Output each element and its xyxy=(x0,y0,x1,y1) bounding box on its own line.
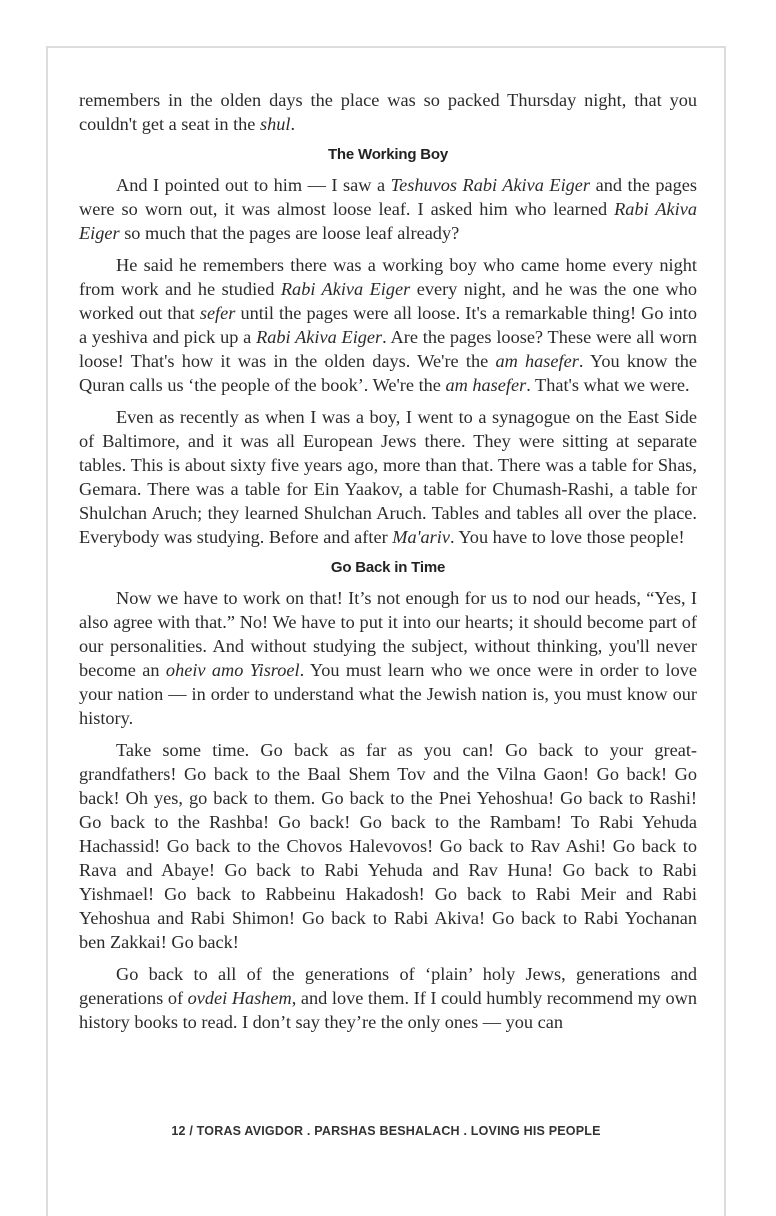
body-paragraph xyxy=(79,586,697,730)
text-run: And I pointed out to him — I saw a xyxy=(116,175,391,195)
italic-term: Rabi Akiva Eiger xyxy=(256,327,383,347)
italic-term: Ma'ariv xyxy=(392,527,450,547)
text-run: Even as recently as when I was a boy, I went to a synagogue on the East Side of Baltimore, and it was all European Jews there. They were sitting at separate tables. This is about sixty five years ago, more than that. There was a table for Shas, Gemara. There was a table for Ein Yaakov, a table for Chumash-Rashi, a table for Shulchan Aruch; they learned Shulchan Aruch. Tables and tables all over the place. Everybody was studying. Before and after xyxy=(79,407,697,547)
body-paragraph xyxy=(79,88,697,136)
italic-term: Teshuvos Rabi Akiva Eiger xyxy=(390,175,591,195)
italic-term: sefer xyxy=(199,303,236,323)
italic-term: ovdei Hashem xyxy=(187,988,292,1008)
body-paragraph xyxy=(79,962,697,1034)
text-run: Now we have to work on that! It’s not enough for us to nod our heads, “Yes, I also agree with that.” No! We have to put it into our hearts; it should become part of our personalities. And without studying the subject, without thinking, you'll never become an xyxy=(79,588,697,680)
italic-term: am hasefer xyxy=(445,375,527,395)
text-run: remembers in the olden days the place was so packed Thursday night, that you couldn't get a seat in the xyxy=(79,90,697,134)
text-run: He said he remembers there was a working boy who came home every night from work and he studied xyxy=(79,255,697,299)
section-heading: Go Back in Time xyxy=(330,559,446,576)
italic-term: Rabi Akiva Eiger xyxy=(280,279,411,299)
italic-term: oheiv amo Yisroel xyxy=(165,660,300,680)
text-run: . That's what we were. xyxy=(526,375,690,395)
text-run: , and love them. If I could humbly recommend my own history books to read. I don’t say they’re the only ones — you can xyxy=(79,988,697,1032)
body-paragraph xyxy=(79,738,697,954)
text-run: Go back to all of the generations of ‘plain’ holy Jews, generations and generations of xyxy=(79,964,697,1008)
section-heading: The Working Boy xyxy=(327,146,449,163)
text-run: . You have to love those people! xyxy=(449,527,685,547)
italic-term: shul xyxy=(259,114,291,134)
italic-term: Rabi Akiva Eiger xyxy=(79,199,697,243)
page-footer: 12 / TORAS AVIGDOR . PARSHAS BESHALACH . LOVING HIS PEOPLE xyxy=(171,1124,601,1138)
text-run: every night, and he was the one who worked out that xyxy=(79,279,697,323)
text-run: so much that the pages are loose leaf already? xyxy=(119,223,460,243)
text-run: Take some time. Go back as far as you can! Go back to your great-grandfathers! Go back to the Baal Shem Tov and the Vilna Gaon! Go back! Go back! Oh yes, go back to them. Go back to the Pnei Yehoshua! Go back to Rashi! Go back to the Rashba! Go back! Go back to the Rambam! To Rabi Yehuda Hachassid! Go back to the Chovos Halevovos! Go back to Rav Ashi! Go back to Rava and Abaye! Go back to Rabi Yehuda and Rav Huna! Go back to Rabi Yishmael! Go back to Rabbeinu Hakadosh! Go back to Rabi Meir and Rabi Yehoshua and Rabi Shimon! Go back to Rabi Akiva! Go back to Rabi Yochanan ben Zakkai! Go back! xyxy=(79,740,697,952)
text-run: . xyxy=(290,114,296,134)
text-run: until the pages were all loose. It's a remarkable thing! Go into a yeshiva and pick up a xyxy=(79,303,698,347)
text-run: and the pages were so worn out, it was almost loose leaf. I asked him who learned xyxy=(79,175,697,219)
body-paragraph xyxy=(79,405,697,549)
italic-term: am hasefer xyxy=(495,351,579,371)
text-run: . You know the Quran calls us ‘the people of the book’. We're the xyxy=(79,351,697,395)
text-run: . Are the pages loose? These were all worn loose! That's how it was in the olden days. We're the xyxy=(79,327,697,371)
body-paragraph xyxy=(79,253,697,397)
page-body xyxy=(79,88,697,1042)
body-paragraph xyxy=(79,173,697,245)
text-run: . You must learn who we once were in order to love your nation — in order to understand what the Jewish nation is, you must know our history. xyxy=(79,660,697,728)
